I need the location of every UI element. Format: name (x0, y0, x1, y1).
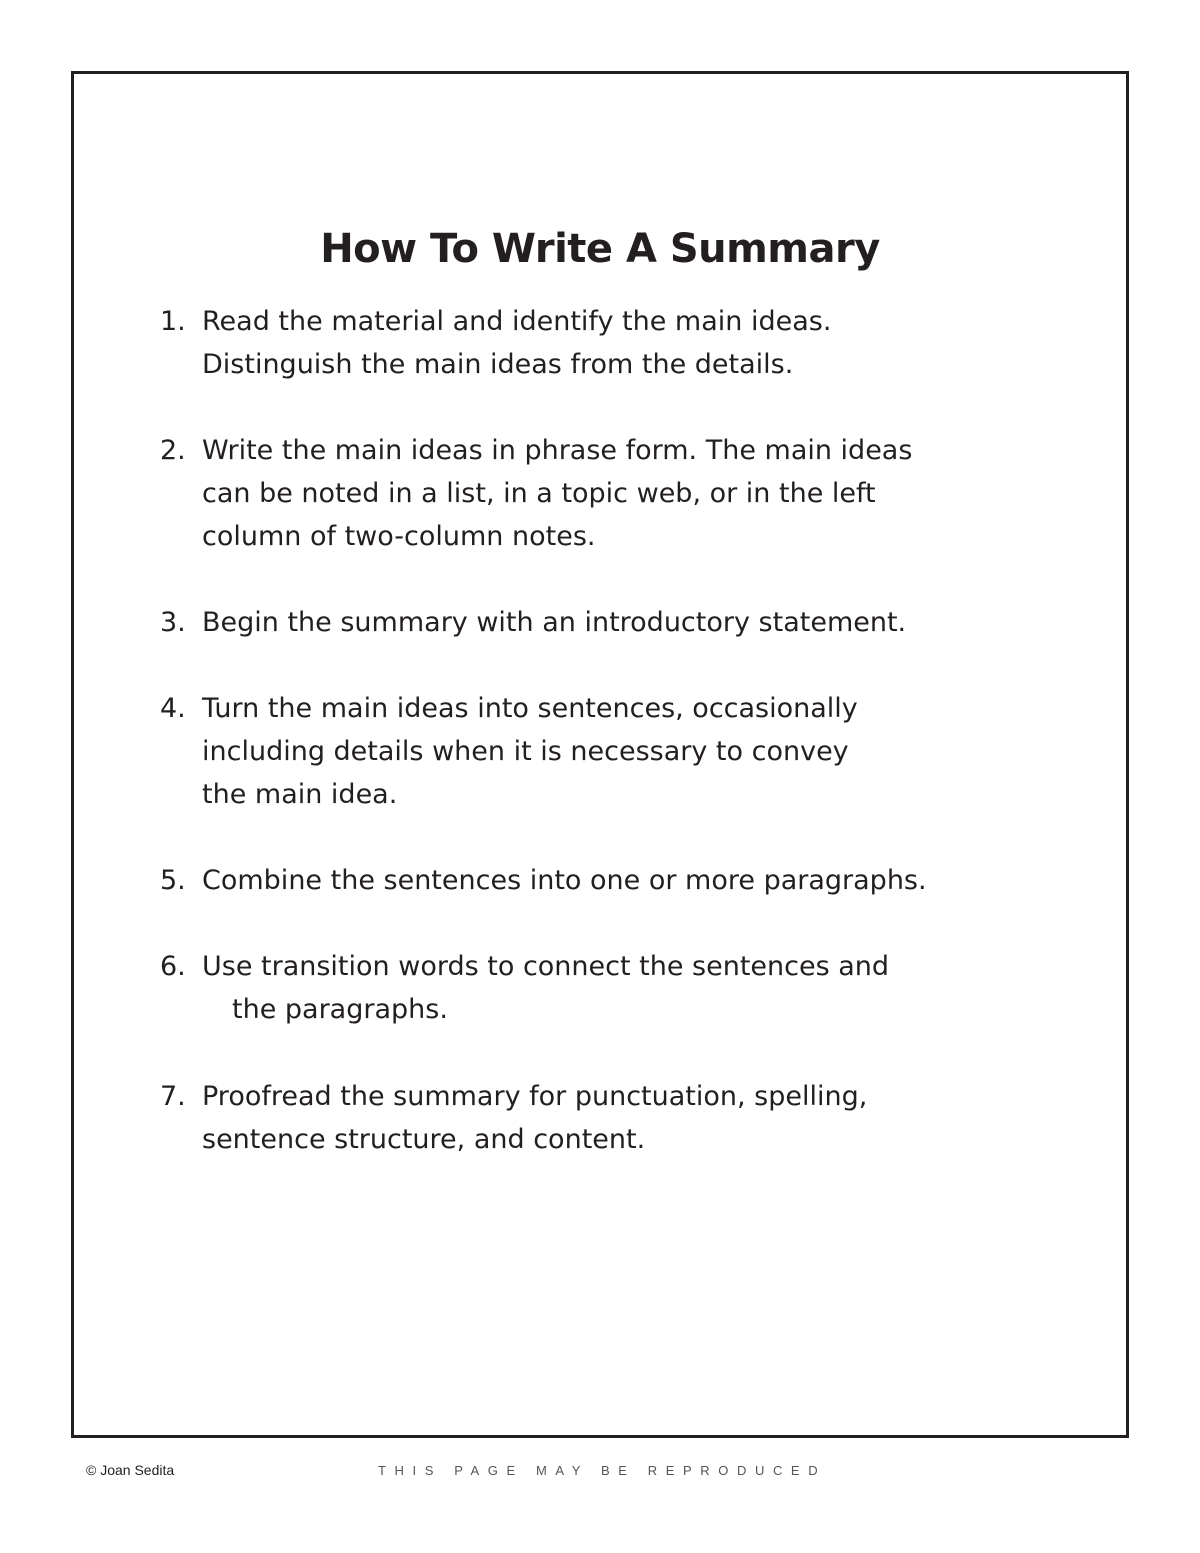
step-number: 5. (160, 865, 186, 896)
step-number: 4. (160, 693, 186, 724)
step-line: sentence structure, and content. (202, 1124, 646, 1155)
step-line: can be noted in a list, in a topic web, or in the left (202, 478, 876, 509)
step-line: including details when it is necessary to convey (202, 736, 849, 767)
step-line: column of two-column notes. (202, 521, 596, 552)
step-line: the main idea. (202, 779, 398, 810)
step-line: Use transition words to connect the sentences and (202, 951, 890, 982)
step-item (160, 300, 1000, 386)
step-line: Proofread the summary for punctuation, spelling, (202, 1081, 868, 1112)
step-number: 7. (160, 1081, 186, 1112)
step-item (160, 859, 1000, 902)
step-line: Combine the sentences into one or more paragraphs. (202, 865, 927, 896)
copyright-text: © Joan Sedita (86, 1462, 175, 1478)
step-line: Write the main ideas in phrase form. The main ideas (202, 435, 913, 466)
step-number: 6. (160, 951, 186, 982)
step-item (160, 687, 1000, 816)
step-line: Turn the main ideas into sentences, occasionally (202, 693, 858, 724)
page-footer (86, 1462, 1116, 1486)
reproduce-notice: THIS PAGE MAY BE REPRODUCED (378, 1463, 827, 1478)
step-item (160, 601, 1000, 644)
step-number: 2. (160, 435, 186, 466)
step-item (160, 1075, 1000, 1161)
step-item (160, 429, 1000, 558)
step-line: Read the material and identify the main ideas. (202, 306, 832, 337)
step-number: 1. (160, 306, 186, 337)
step-line: Begin the summary with an introductory statement. (202, 607, 907, 638)
step-number: 3. (160, 607, 186, 638)
step-line: the paragraphs. (232, 994, 448, 1025)
page-title: How To Write A Summary (320, 226, 880, 272)
step-line: Distinguish the main ideas from the details. (202, 349, 794, 380)
step-item (160, 945, 1000, 1031)
